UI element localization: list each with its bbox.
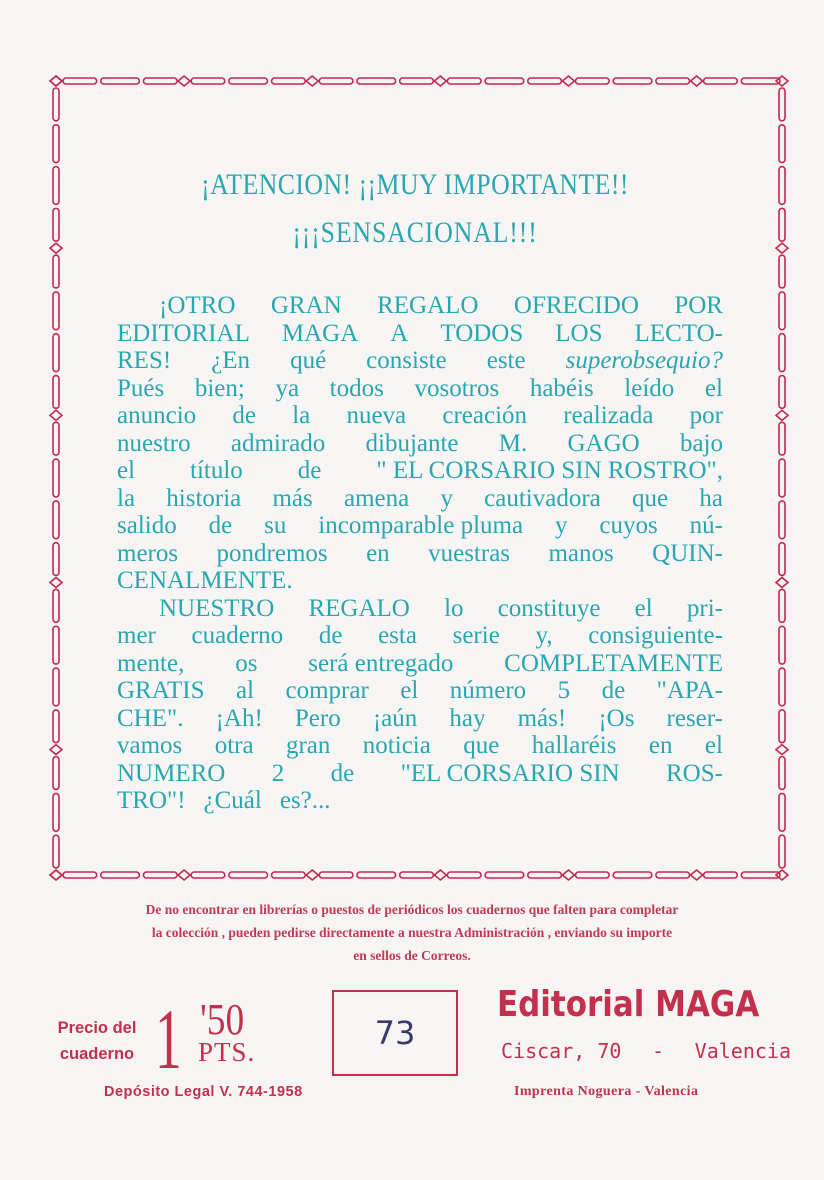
address-separator: - <box>652 1039 665 1063</box>
text-line <box>117 402 723 430</box>
word: ha <box>699 484 723 512</box>
word: LOS <box>555 319 603 347</box>
frame-bar <box>400 78 434 84</box>
frame-bar <box>191 78 225 84</box>
frame-bar <box>447 872 481 878</box>
frame-bar <box>191 872 225 878</box>
frame-diamond <box>178 870 190 880</box>
notice-line: la colección , pueden pedirse directamente a nuestra Administración , enviando su importe <box>151 925 673 940</box>
frame-diamond <box>776 745 788 755</box>
frame-bar <box>143 872 177 878</box>
word: más! <box>517 704 567 732</box>
word: vamos <box>117 732 183 759</box>
frame-bar <box>779 292 785 330</box>
word: Pués <box>117 374 165 402</box>
frame-bar <box>53 167 59 205</box>
word: Pero <box>294 704 341 732</box>
frame-bar <box>741 78 780 84</box>
word: GRATIS <box>117 677 205 704</box>
word: historia <box>166 484 242 512</box>
word: de <box>208 512 233 539</box>
text-line <box>117 375 723 403</box>
frame-diamond <box>50 745 62 755</box>
frame-bar <box>779 459 785 497</box>
frame-diamond <box>562 76 574 86</box>
frame-bar <box>101 78 140 84</box>
word: ¿Cuál <box>203 787 262 814</box>
word: ¡OTRO <box>159 292 236 319</box>
word: y <box>554 512 568 539</box>
frame-bar <box>779 334 785 372</box>
frame-diamond <box>691 870 703 880</box>
frame-diamond <box>50 870 62 880</box>
frame-bar <box>63 872 97 878</box>
frame-bar <box>528 872 562 878</box>
word: cuaderno <box>191 622 284 649</box>
word: constituye <box>497 594 601 622</box>
frame-diamond <box>776 577 788 587</box>
frame-bar <box>53 459 59 497</box>
legal-deposit: Depósito Legal V. 744-1958 <box>104 1084 303 1100</box>
word: 5 <box>557 677 571 704</box>
headline-sensational: ¡¡¡SENSACIONAL!!! <box>292 216 538 249</box>
word: por <box>689 402 723 429</box>
word: M. <box>498 429 528 457</box>
frame-bar <box>53 757 59 790</box>
text-line <box>117 320 723 348</box>
notice-line: en sellos de Correos. <box>353 948 471 963</box>
word: habéis <box>529 374 594 402</box>
word: la <box>292 402 311 429</box>
word: EDITORIAL <box>117 319 250 347</box>
price-label <box>42 1015 152 1067</box>
word: LECTO- <box>634 319 723 347</box>
word: y, <box>535 622 553 649</box>
frame-diamond <box>50 243 62 253</box>
word: hallaréis <box>531 732 617 759</box>
frame-bar <box>575 872 609 878</box>
frame-diamond <box>434 870 446 880</box>
word: la <box>117 484 136 512</box>
word: mer <box>117 622 156 649</box>
word: que <box>463 732 500 759</box>
text-line <box>117 650 723 678</box>
frame-bar <box>779 125 785 163</box>
text-line <box>117 567 723 595</box>
publisher-address <box>501 1037 791 1065</box>
word: 2 <box>271 759 285 787</box>
frame-bar <box>656 872 690 878</box>
text-line <box>117 787 723 815</box>
word: vosotros <box>414 374 500 402</box>
text-line <box>117 430 723 458</box>
frame-bar <box>485 872 524 878</box>
frame-bar <box>704 872 738 878</box>
word: bajo <box>679 429 723 457</box>
word: otra <box>214 732 254 759</box>
frame-bar <box>53 292 59 330</box>
price-amount-whole: 1 <box>155 991 182 1087</box>
publisher-city: Valencia <box>694 1039 791 1063</box>
word: ROS- <box>665 759 723 787</box>
word: OFRECIDO <box>513 292 639 319</box>
word: TRO"! <box>117 787 186 814</box>
word: de <box>232 402 256 429</box>
text-line <box>117 485 723 513</box>
word: su <box>264 512 287 539</box>
frame-bar <box>53 710 59 743</box>
frame-bar <box>779 376 785 409</box>
word: bien; <box>194 374 245 402</box>
text-line <box>117 457 723 485</box>
frame-bar <box>53 543 59 576</box>
word: NUESTRO <box>159 594 275 622</box>
word: será entregado <box>308 649 454 677</box>
text-line <box>117 540 723 568</box>
publisher-street: Ciscar, 70 <box>501 1039 622 1063</box>
word: el <box>704 732 723 759</box>
frame-bar <box>528 78 562 84</box>
word: noticia <box>362 732 431 759</box>
text-line <box>117 705 723 733</box>
frame-diamond <box>178 76 190 86</box>
frame-bar <box>272 872 306 878</box>
word: anuncio <box>117 402 197 429</box>
word: gran <box>285 732 331 759</box>
word: que <box>631 484 669 512</box>
frame-bar <box>357 78 396 84</box>
word: hay <box>449 704 486 732</box>
text-line <box>117 760 723 788</box>
text-line <box>117 347 723 375</box>
frame-bar <box>741 872 780 878</box>
frame-bar <box>779 589 785 622</box>
word: ya <box>275 374 300 402</box>
frame-bar <box>779 255 785 288</box>
frame-diamond <box>776 410 788 420</box>
frame-bar <box>779 88 785 121</box>
word: ¡aún <box>372 704 418 732</box>
text-line <box>117 595 723 623</box>
word: serie <box>452 622 500 649</box>
word: el <box>704 374 723 402</box>
word: incomparable pluma <box>318 512 524 539</box>
frame-bar <box>53 626 59 664</box>
frame-bar <box>53 501 59 539</box>
frame-bar <box>447 78 481 84</box>
printer-credit: Imprenta Noguera - Valencia <box>514 1084 699 1099</box>
frame-bar <box>53 208 59 241</box>
frame-bar <box>143 78 177 84</box>
frame-bar <box>272 78 306 84</box>
word: amena <box>343 484 410 512</box>
price-label-line: Precio del <box>57 1019 137 1037</box>
word: todos <box>329 374 384 402</box>
word: esta <box>378 622 417 649</box>
notice-line: De no encontrar en librerías o puestos de periódicos los cuadernos que falten para completar <box>145 902 679 917</box>
word: meros <box>117 539 179 567</box>
frame-bar <box>53 376 59 409</box>
frame-diamond <box>691 76 703 86</box>
frame-bar <box>53 793 59 831</box>
word: el <box>634 594 653 622</box>
word: RES! <box>117 347 172 374</box>
word: leído <box>624 374 675 402</box>
frame-bar <box>779 835 785 868</box>
issue-number: 73 <box>374 1014 416 1052</box>
frame-bar <box>613 872 652 878</box>
word: REGALO <box>308 594 410 622</box>
frame-bar <box>63 78 97 84</box>
word: nueva <box>346 402 407 429</box>
word: "APA- <box>656 677 723 704</box>
word: TODOS <box>440 319 524 347</box>
frame-bar <box>704 78 738 84</box>
word: ¡Ah! <box>215 704 263 732</box>
text-line <box>117 677 723 705</box>
word: es?... <box>279 787 331 814</box>
word: qué <box>290 347 327 374</box>
word: este <box>486 347 526 374</box>
word: pondremos <box>216 539 328 567</box>
word: realizada <box>563 402 654 429</box>
word: CENALMENTE. <box>117 567 293 594</box>
announcement-text <box>117 292 723 815</box>
word: admirado <box>230 429 326 457</box>
word: "EL CORSARIO SIN <box>400 759 620 787</box>
word: MAGA <box>281 319 359 347</box>
text-line <box>117 622 723 650</box>
frame-bar <box>779 501 785 539</box>
frame-bar <box>53 835 59 868</box>
frame-bar <box>229 78 268 84</box>
word: NUMERO <box>117 759 226 787</box>
word: mente, <box>117 649 185 677</box>
frame-bar <box>779 167 785 205</box>
word: en <box>366 539 390 567</box>
frame-bar <box>53 589 59 622</box>
word: GAGO <box>567 429 640 457</box>
frame-bar <box>779 543 785 576</box>
word: reser- <box>666 704 723 732</box>
frame-bar <box>319 872 353 878</box>
frame-bar <box>53 88 59 121</box>
word: " EL CORSARIO SIN ROSTRO", <box>376 457 723 484</box>
word: de <box>601 677 626 704</box>
frame-bar <box>229 872 268 878</box>
word: cautivadora <box>484 484 601 512</box>
frame-bar <box>53 255 59 288</box>
frame-bar <box>779 422 785 455</box>
word: REGALO <box>377 292 479 319</box>
frame-bar <box>101 872 140 878</box>
word: más <box>272 484 313 512</box>
word: número <box>449 677 527 704</box>
word: vuestras <box>428 539 511 567</box>
word: COMPLETAMENTE <box>504 649 723 677</box>
issue-number-box <box>332 990 458 1076</box>
price-label-line: cuaderno <box>59 1045 135 1063</box>
word: salido <box>117 512 177 539</box>
word: cuyos <box>599 512 658 539</box>
word: lo <box>444 594 464 622</box>
word: QUIN- <box>652 539 723 567</box>
frame-diamond <box>50 76 62 86</box>
frame-bar <box>779 208 785 241</box>
text-line <box>117 292 723 320</box>
frame-diamond <box>50 577 62 587</box>
price-amount-cents: '50 <box>200 995 245 1044</box>
frame-bar <box>779 668 785 706</box>
word: CHE". <box>117 704 184 732</box>
word: el <box>400 677 419 704</box>
frame-bar <box>53 125 59 163</box>
word: superobsequio? <box>565 347 723 374</box>
text-line <box>117 512 723 540</box>
word: de <box>297 457 322 484</box>
text-line <box>117 732 723 760</box>
word: comprar <box>285 677 369 704</box>
word: pri- <box>686 594 723 622</box>
frame-bar <box>779 626 785 664</box>
frame-bar <box>53 668 59 706</box>
frame-diamond <box>50 870 62 880</box>
frame-bar <box>575 78 609 84</box>
frame-bar <box>779 757 785 790</box>
word: de <box>330 759 355 787</box>
publisher-name: Editorial MAGA <box>497 984 760 1025</box>
word: y <box>440 484 453 512</box>
headline-attention: ¡ATENCION! ¡¡MUY IMPORTANTE!! <box>201 168 629 201</box>
word: POR <box>674 292 723 319</box>
frame-bar <box>485 78 524 84</box>
frame-bar <box>613 78 652 84</box>
word: en <box>648 732 673 759</box>
word: creación <box>442 402 528 429</box>
frame-bar <box>779 793 785 831</box>
price-unit: PTS. <box>198 1037 256 1067</box>
frame-bar <box>779 710 785 743</box>
frame-diamond <box>50 76 62 86</box>
frame-bar <box>656 78 690 84</box>
frame-diamond <box>562 870 574 880</box>
word: consiste <box>366 347 447 374</box>
frame-bar <box>53 334 59 372</box>
word: GRAN <box>270 292 342 319</box>
frame-diamond <box>306 870 318 880</box>
word: al <box>235 677 255 704</box>
word: de <box>318 622 343 649</box>
frame-bar <box>53 422 59 455</box>
frame-diamond <box>50 410 62 420</box>
word: el <box>117 457 136 484</box>
word: os <box>235 649 258 677</box>
frame-diamond <box>434 76 446 86</box>
word: A <box>390 319 409 347</box>
frame-bar <box>357 872 396 878</box>
word: dibujante <box>365 429 459 457</box>
frame-bar <box>319 78 353 84</box>
word: ¿En <box>211 347 251 374</box>
word: ¡Os <box>598 704 635 732</box>
frame-bar <box>400 872 434 878</box>
word: manos <box>548 539 614 567</box>
word: título <box>190 457 243 484</box>
word: consiguiente- <box>588 622 723 649</box>
word: nú- <box>689 512 723 539</box>
ordering-notice <box>40 898 784 967</box>
frame-diamond <box>776 243 788 253</box>
word: nuestro <box>117 429 191 457</box>
frame-diamond <box>306 76 318 86</box>
